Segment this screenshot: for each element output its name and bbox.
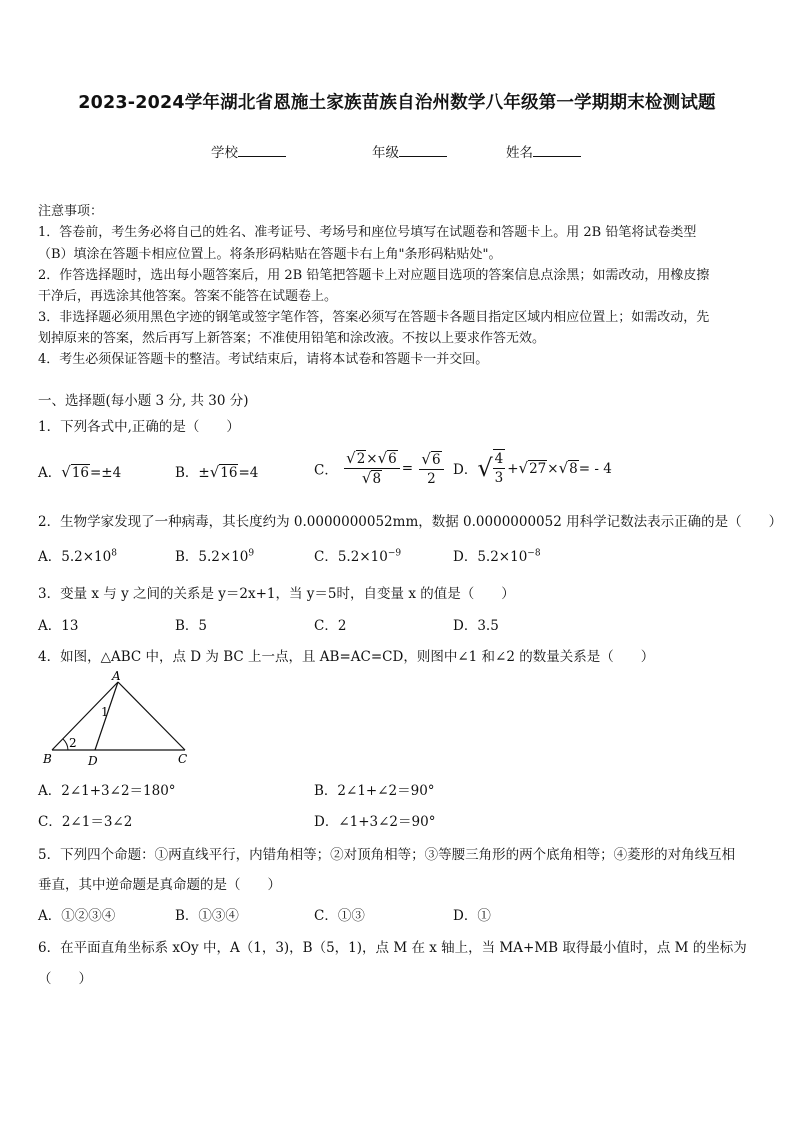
vertex-b-label: B [43, 752, 52, 766]
notes-line: （B）填涂在答题卡相应位置上。将条形码粘贴在答题卡右上角"条形码粘贴处"。 [38, 247, 502, 262]
triangle-figure [38, 670, 198, 770]
angle-2-label: 2 [69, 736, 77, 750]
notes-line: 3．非选择题必须用黑色字迹的钢笔或签字笔作答，答案必须写在答题卡各题目指定区域内相应位置上；如需改动，先 [38, 310, 710, 325]
question-5-stem-cont: 垂直，其中逆命题是真命题的是（ ） [38, 877, 281, 893]
segment-ac [118, 682, 185, 750]
q3-option-b[interactable]: B．5 [175, 618, 208, 634]
q2-option-d[interactable]: D．$5.2\times 10^{-8}$ [453, 548, 541, 565]
q4-option-d[interactable]: D．∠1+3∠2＝90° [314, 814, 436, 830]
q2-option-a[interactable]: A．$5.2\times 10^8$ [38, 548, 117, 565]
notes-line: 干净后，再选涂其他答案。答案不能答在试题卷上。 [38, 289, 338, 304]
q2-option-b[interactable]: B．$5.2\times 10^9$ [175, 548, 255, 565]
q1-option-a[interactable]: A．√16=±4 [38, 463, 122, 481]
q1-d-fraction: $\frac{4}{3}$ [494, 451, 504, 486]
question-3-stem: 3．变量 x 与 y 之间的关系是 y＝2x+1，当 y＝5时，自变量 x 的值是（ ） [38, 586, 515, 602]
question-4-stem: 4．如图，△ABC 中，点 D 为 BC 上一点，且 AB=AC=CD，则图中∠1 和∠2 的数量关系是（ ） [38, 649, 655, 665]
vertex-a-label: A [112, 670, 121, 683]
grade-blank[interactable] [399, 144, 447, 157]
notes-line: 4．考生必须保证答题卡的整洁。考试结束后，请将本试卷和答题卡一并交回。 [38, 352, 489, 367]
notes-heading: 注意事项： [38, 204, 104, 219]
school-label: 学校 [211, 145, 238, 161]
q1-c-right-fraction: $\frac{√6}{2}$ [419, 450, 443, 488]
section-heading: 一、选择题(每小题 3 分, 共 30 分) [38, 393, 249, 409]
q5-option-c[interactable]: C．①③ [314, 908, 365, 924]
question-5-stem: 5．下列四个命题：①两直线平行，内错角相等；②对顶角相等；③等腰三角形的两个底角相等；④菱形的对角线互相 [38, 847, 736, 863]
q1-option-c[interactable]: C． $\frac{√2\times√6}{√8}$ = $\frac{√6}{2}$ [314, 449, 446, 488]
q5-option-b[interactable]: B．①③④ [175, 908, 239, 924]
q3-option-d[interactable]: D．3.5 [453, 618, 499, 634]
question-1-stem: 1．下列各式中,正确的是（ ） [38, 419, 240, 435]
angle-2-arc [63, 739, 68, 750]
vertex-c-label: C [178, 752, 188, 766]
q1-c-left-fraction: $\frac{√2\times√6}{√8}$ [344, 449, 400, 488]
angle-1-label: 1 [101, 705, 109, 719]
question-6-stem: 6．在平面直角坐标系 xOy 中，A（1，3)，B（5，1)，点 M 在 x 轴上，当 MA+MB 取得最小值时，点 M 的坐标为 [38, 940, 747, 956]
q5-option-d[interactable]: D．① [453, 908, 491, 924]
school-field[interactable] [211, 141, 286, 161]
q4-option-c[interactable]: C．2∠1＝3∠2 [38, 814, 133, 830]
q1-option-b[interactable]: B．±√16=4 [175, 463, 259, 481]
q3-option-c[interactable]: C．2 [314, 618, 347, 634]
q5-option-a[interactable]: A．①②③④ [38, 908, 116, 924]
q1-option-d[interactable]: D．√ $\frac{4}{3}$ +√27×√8= - 4 [453, 451, 612, 486]
page-title: 2023-2024学年湖北省恩施土家族苗族自治州数学八年级第一学期期末检测试题 [78, 93, 716, 113]
q4-option-a[interactable]: A．2∠1+3∠2＝180° [38, 783, 176, 799]
school-blank[interactable] [238, 144, 286, 157]
grade-label: 年级 [372, 145, 399, 161]
notes-line: 划掉原来的答案，然后再写上新答案；不准使用铅笔和涂改液。不按以上要求作答无效。 [38, 331, 546, 346]
question-2-stem: 2．生物学家发现了一种病毒，其长度约为 0.0000000052mm，数据 0.0000000052 用科学记数法表示正确的是（ ） [38, 514, 783, 530]
q4-option-b[interactable]: B．2∠1+∠2＝90° [314, 783, 435, 799]
question-6-stem-cont: （ ） [38, 971, 92, 987]
point-d-label: D [88, 754, 98, 768]
grade-field[interactable] [372, 141, 447, 161]
notes-line: 1．答卷前，考生务必将自己的姓名、准考证号、考场号和座位号填写在试题卷和答题卡上。用 2B 铅笔将试卷类型 [38, 225, 697, 240]
q3-option-a[interactable]: A．13 [38, 618, 79, 634]
name-blank[interactable] [533, 144, 581, 157]
q2-option-c[interactable]: C．$5.2\times 10^{-9}$ [314, 548, 402, 565]
name-field[interactable] [506, 141, 581, 161]
name-label: 姓名 [506, 145, 533, 161]
notes-line: 2．作答选择题时，选出每小题答案后，用 2B 铅笔把答题卡上对应题目选项的答案信息点涂黑；如需改动，用橡皮擦 [38, 268, 710, 283]
